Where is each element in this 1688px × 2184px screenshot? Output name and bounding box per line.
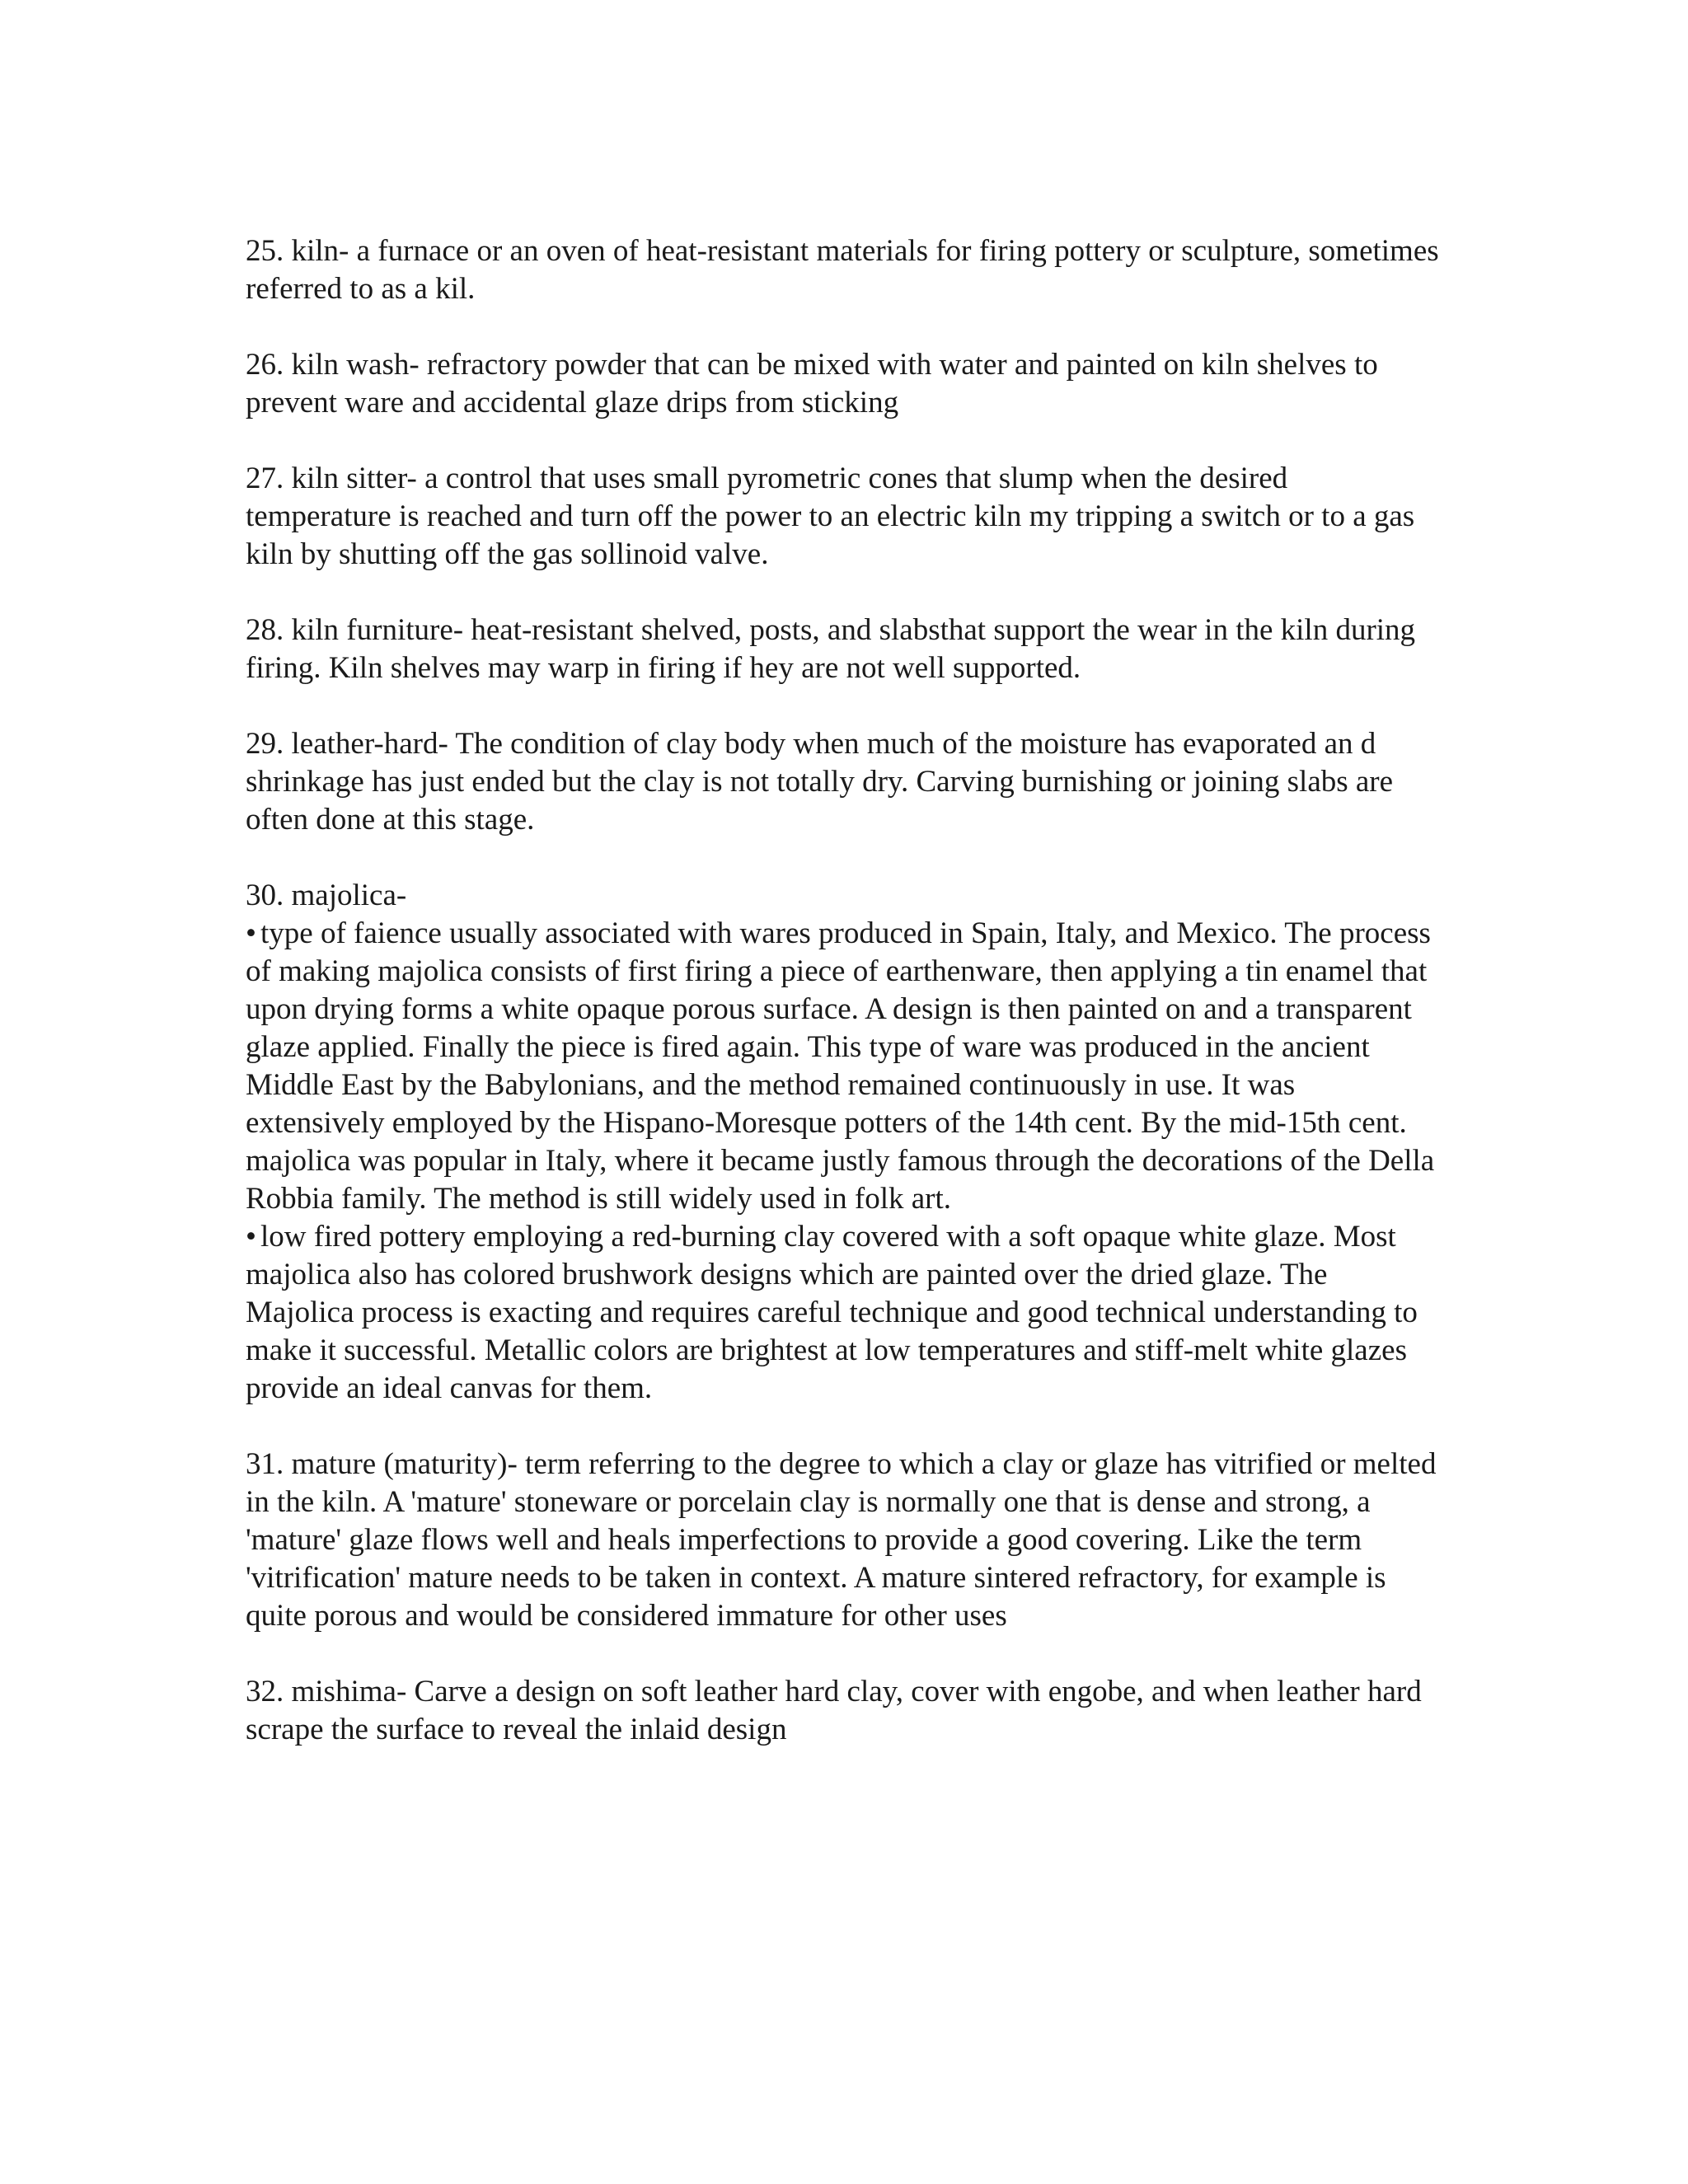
majolica-bullet-list — [246, 915, 1441, 1408]
entry-text: 26. kiln wash- refractory powder that can be mixed with water and painted on kiln shelves to prevent ware and accidental glaze drips from sticking — [246, 348, 1378, 419]
entry-text: 27. kiln sitter- a control that uses small pyrometric cones that slump when the desired temperature is reached and turn off the power to an electric kiln my tripping a switch or to a gas kiln by shutting off the gas sollinoid valve. — [246, 462, 1415, 571]
glossary-body — [246, 232, 1441, 1787]
glossary-entry-mishima — [246, 1673, 1441, 1749]
glossary-entry-leather-hard — [246, 725, 1441, 839]
glossary-entry-majolica — [246, 877, 1441, 1408]
entry-text: 29. leather-hard- The condition of clay body when much of the moisture has evaporated an d shrinkage has just ended but the clay is not totally dry. Carving burnishing or joining slabs are often done at this stage. — [246, 727, 1394, 837]
bullet-text: type of faience usually associated with wares produced in Spain, Italy, and Mexico. The process of making majolica consists of first firing a piece of earthenware, then applying a tin enamel that upon drying forms a white opaque porous surface. A design is then painted on and a transparent glaze applied. Finally the piece is fired again. This type of ware was produced in the ancient Middle East by the Babylonians, and the method remained continuously in use. It was extensively employed by the Hispano-Moresque potters of the 14th cent. By the mid-15th cent. majolica was popular in Italy, where it became justly famous through the decorations of the Della Robbia family. The method is still widely used in folk art. — [246, 916, 1435, 1216]
bullet-icon: • — [246, 1220, 256, 1254]
list-item — [246, 1218, 1441, 1408]
entry-heading: 30. majolica- — [246, 879, 407, 912]
glossary-entry-kiln — [246, 232, 1441, 308]
glossary-entry-kiln-furniture — [246, 612, 1441, 687]
entry-text: 32. mishima- Carve a design on soft leather hard clay, cover with engobe, and when leather hard scrape the surface to reveal the inlaid design — [246, 1675, 1422, 1746]
glossary-entry-kiln-wash — [246, 346, 1441, 422]
bullet-text: low fired pottery employing a red-burning clay covered with a soft opaque white glaze. Most majolica also has colored brushwork designs which are painted over the dried glaze. The Majolica process is exacting and requires careful technique and good technical understanding to make it successful. Metallic colors are brightest at low temperatures and stiff-melt white glazes provide an ideal canvas for them. — [246, 1220, 1418, 1405]
list-item — [246, 915, 1441, 1218]
bullet-icon: • — [246, 916, 256, 950]
entry-text: 25. kiln- a furnace or an oven of heat-resistant materials for firing pottery or sculpture, sometimes referred to as a kil. — [246, 234, 1439, 306]
entry-text: 28. kiln furniture- heat-resistant shelved, posts, and slabsthat support the wear in the kiln during firing. Kiln shelves may warp in firing if hey are not well supported. — [246, 613, 1416, 685]
glossary-entry-mature — [246, 1446, 1441, 1635]
entry-text: 31. mature (maturity)- term referring to the degree to which a clay or glaze has vitrified or melted in the kiln. A 'mature' stoneware or porcelain clay is normally one that is dense and strong, a 'mature' glaze flows well and heals imperfections to provide a good covering. Like the term 'vitrification' mature needs to be taken in context. A mature sintered refractory, for example is quite porous and would be considered immature for other uses — [246, 1447, 1437, 1633]
glossary-entry-kiln-sitter — [246, 460, 1441, 574]
